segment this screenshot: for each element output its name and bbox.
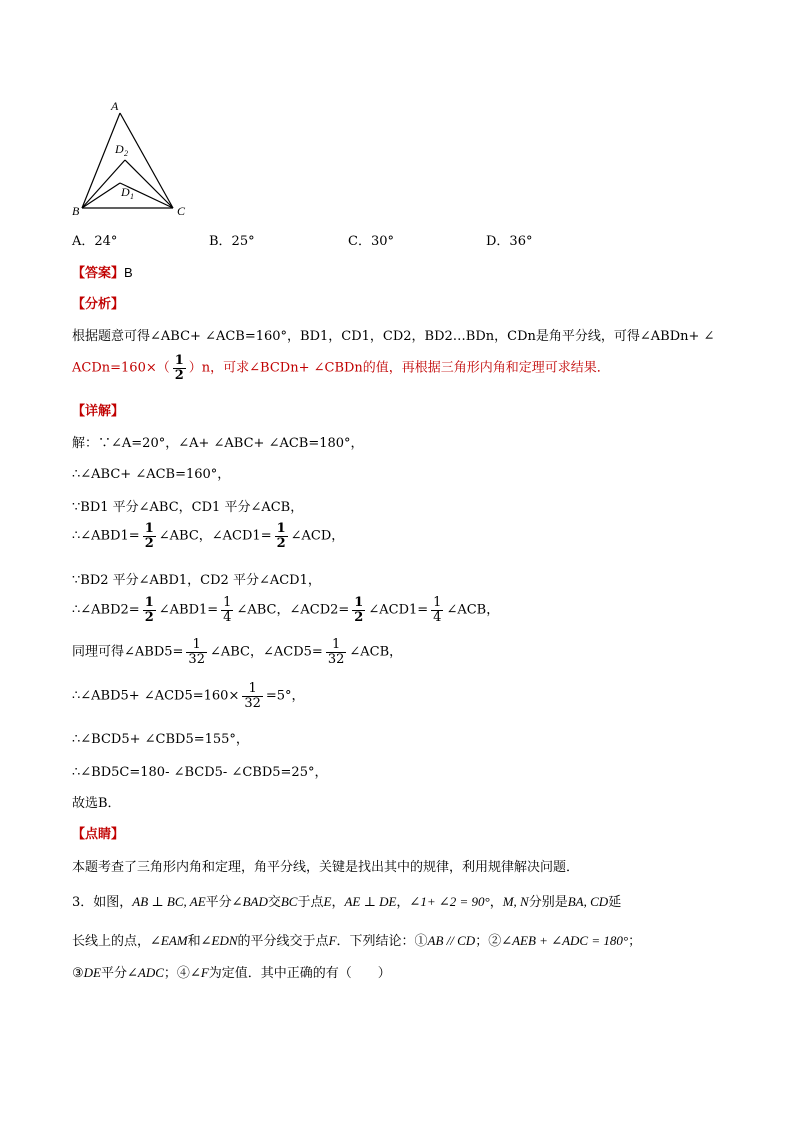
detail-line-10: ∴∠BD5C=180- ∠BCD5- ∠CBD5=25°， bbox=[72, 765, 328, 780]
answer-tag: 【答案】 bbox=[72, 266, 125, 281]
analysis-tag: 【分析】 bbox=[72, 297, 125, 312]
fraction: $\frac{1}{2}$ bbox=[276, 521, 286, 551]
fraction: $\frac{1}{32}$ bbox=[327, 637, 345, 667]
detail-line-11: 故选B． bbox=[72, 796, 121, 811]
fraction: $\frac{1}{2}$ bbox=[144, 521, 154, 551]
analysis-text-2b: ）n，可求∠BCDn+ ∠CBDn的值，再根据三角形内角和定理可求结果． bbox=[188, 360, 610, 376]
detail-line-1: 解：∵∠A=20°，∠A+ ∠ABC+ ∠ACB=180°， bbox=[72, 436, 364, 451]
label-b: B bbox=[72, 204, 80, 218]
choice-b: B．25° bbox=[209, 234, 255, 249]
detail-tag-line bbox=[72, 400, 124, 419]
analysis-text-1: 根据题意可得∠ABC+ ∠ACB=160°，BD1，CD1，CD2，BD2…BDn，CDn是角平分线，可得∠ABDn+ ∠ bbox=[72, 329, 715, 344]
detail-line-6: ∴∠ABD2= $\frac{1}{2}$ ∠ABD1= $\frac{1}{4}$ ∠ABC，∠ACD2= $\frac{1}{2}$ ∠ACD1= $\frac{1}{4}$ ∠ACB， bbox=[72, 595, 500, 625]
label-d1-sub: 1 bbox=[130, 192, 134, 201]
analysis-fraction: $\frac{1}{2}$ bbox=[174, 353, 184, 383]
detail-line-3: ∵BD1 平分∠ABC，CD1 平分∠ACB， bbox=[72, 500, 304, 515]
fraction: $\frac{1}{32}$ bbox=[188, 637, 205, 667]
analysis-line-1 bbox=[72, 325, 714, 344]
label-d2-sub: 2 bbox=[124, 149, 128, 158]
triangle-figure bbox=[70, 98, 200, 220]
label-d2: D bbox=[115, 142, 124, 156]
comment-tag-line bbox=[72, 823, 124, 842]
problem3-line-1: 3．如图，AB ⊥ BC, AE平分∠BAD交BC于点E，AE ⊥ DE，∠1+ ∠2 = 90°，M, N分别是BA, CD延 bbox=[72, 894, 622, 910]
problem3-line-3: ③DE平分∠ADC；④∠F为定值．其中正确的有（ ） bbox=[72, 965, 391, 981]
fraction: $\frac{1}{4}$ bbox=[223, 595, 232, 625]
detail-line-9: ∴∠BCD5+ ∠CBD5=155°， bbox=[72, 732, 249, 747]
choice-a: A．24° bbox=[72, 234, 118, 249]
analysis-line-2 bbox=[72, 354, 610, 382]
label-a: A bbox=[111, 99, 119, 113]
fraction: $\frac{1}{2}$ bbox=[354, 595, 364, 625]
fraction: $\frac{1}{32}$ bbox=[244, 681, 261, 711]
comment-text: 本题考查了三角形内角和定理，角平分线，关键是找出其中的规律，利用规律解决问题． bbox=[72, 860, 580, 875]
label-d1: D bbox=[121, 185, 130, 199]
detail-line-5: ∵BD2 平分∠ABD1，CD2 平分∠ACD1， bbox=[72, 573, 321, 588]
comment-tag: 【点睛】 bbox=[72, 827, 125, 842]
problem3-line-2: 长线上的点，∠EAM和∠EDN的平分线交于点F．下列结论：①AB // CD；②∠AEB + ∠ADC = 180°； bbox=[72, 933, 642, 949]
detail-line-8: ∴∠ABD5+ ∠ACD5=160× $\frac{1}{32}$ =5°， bbox=[72, 681, 305, 711]
triangle-diagram bbox=[70, 98, 200, 220]
choice-d: D．36° bbox=[486, 234, 533, 249]
analysis-text-2a: ACDn=160×（ bbox=[72, 360, 170, 376]
detail-tag: 【详解】 bbox=[72, 404, 125, 419]
detail-line-7: 同理可得∠ABD5= $\frac{1}{32}$ ∠ABC，∠ACD5= $\frac{1}{32}$ ∠ACB， bbox=[72, 637, 403, 667]
answer-line bbox=[72, 262, 133, 281]
answer-choices bbox=[72, 230, 592, 248]
fraction: $\frac{1}{2}$ bbox=[144, 595, 154, 625]
detail-line-2: ∴∠ABC+ ∠ACB=160°， bbox=[72, 467, 231, 482]
analysis-tag-line bbox=[72, 293, 124, 312]
answer-value: B bbox=[124, 265, 133, 280]
detail-line-4: ∴∠ABD1= $\frac{1}{2}$ ∠ABC，∠ACD1= $\frac{1}{2}$ ∠ACD， bbox=[72, 521, 345, 551]
choice-c: C．30° bbox=[348, 234, 394, 249]
label-c: C bbox=[177, 204, 186, 218]
fraction: $\frac{1}{4}$ bbox=[433, 595, 442, 625]
edge-ab bbox=[82, 113, 120, 208]
